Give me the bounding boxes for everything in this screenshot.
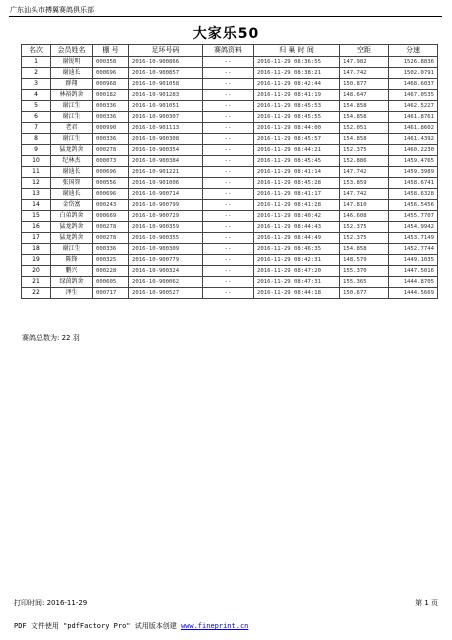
table-cell: 2016-10-900062 [129, 277, 203, 288]
table-row [22, 145, 438, 156]
table-cell: 2016-10-900857 [129, 68, 203, 79]
table-cell: 147.982 [340, 57, 389, 68]
table-cell: 猛龙鸽舍 [51, 222, 93, 233]
table-cell: 14 [22, 200, 51, 211]
table-row [22, 222, 438, 233]
table-cell: 000717 [93, 288, 129, 299]
table-row [22, 57, 438, 68]
table-cell: 2016-10-900307 [129, 112, 203, 123]
table-cell: 147.810 [340, 200, 389, 211]
table-cell: 2016-11-29 08:45:53 [254, 101, 340, 112]
table-cell: -- [203, 277, 254, 288]
table-cell: 2016-11-29 08:41:19 [254, 90, 340, 101]
table-cell: 群翔 [51, 79, 93, 90]
table-cell: 2016-11-29 08:41:17 [254, 189, 340, 200]
table-cell: 000278 [93, 233, 129, 244]
table-cell: 000696 [93, 189, 129, 200]
table-cell: 11 [22, 167, 51, 178]
table-row [22, 266, 438, 277]
table-cell: 000696 [93, 167, 129, 178]
table-cell: -- [203, 156, 254, 167]
table-cell: 2016-10-900308 [129, 134, 203, 145]
table-cell: 152.375 [340, 145, 389, 156]
table-cell: 7 [22, 123, 51, 134]
table-cell: -- [203, 57, 254, 68]
table-cell: 21 [22, 277, 51, 288]
table-cell: 2016-11-29 08:41:28 [254, 200, 340, 211]
table-cell: 泽生 [51, 288, 93, 299]
table-cell: 谢江生 [51, 112, 93, 123]
table-cell: 20 [22, 266, 51, 277]
table-cell: 4 [22, 90, 51, 101]
table-row [22, 68, 438, 79]
table-cell: 2016-10-900729 [129, 211, 203, 222]
table-row [22, 244, 438, 255]
table-cell: 000278 [93, 145, 129, 156]
table-cell: 1459.3989 [389, 167, 438, 178]
table-cell: 2016-10-900384 [129, 156, 203, 167]
table-cell: 金岱富 [51, 200, 93, 211]
table-cell: 2016-11-29 08:44:18 [254, 288, 340, 299]
table-row [22, 277, 438, 288]
table-cell: 谢迪长 [51, 68, 93, 79]
table-cell: -- [203, 112, 254, 123]
table-row [22, 255, 438, 266]
table-cell: 2016-11-29 08:44:43 [254, 222, 340, 233]
table-cell: -- [203, 79, 254, 90]
table-cell: 2016-11-29 08:36:55 [254, 57, 340, 68]
table-row [22, 189, 438, 200]
table-cell: 000336 [93, 101, 129, 112]
table-cell: 2016-10-900527 [129, 288, 203, 299]
table-cell: 谢迪长 [51, 189, 93, 200]
column-header: 分速 [389, 45, 438, 57]
table-cell: 1461.8761 [389, 112, 438, 123]
column-header: 赛鸽资料 [203, 45, 254, 57]
table-cell: 2016-11-29 08:44:21 [254, 145, 340, 156]
table-row [22, 90, 438, 101]
table-cell: 000669 [93, 211, 129, 222]
table-cell: -- [203, 134, 254, 145]
pdf-notice-text: PDF 文件使用 "pdfFactory Pro" 试用版本创建 [14, 622, 181, 630]
table-cell: 000556 [93, 178, 129, 189]
column-header: 会员姓名 [51, 45, 93, 57]
table-cell: 155.370 [340, 266, 389, 277]
table-cell: -- [203, 255, 254, 266]
table-cell: 2016-11-29 08:41:14 [254, 167, 340, 178]
table-cell: 2016-10-900324 [129, 266, 203, 277]
table-cell: 2016-11-29 08:47:20 [254, 266, 340, 277]
table-cell: 2016-11-29 08:44:49 [254, 233, 340, 244]
table-row [22, 200, 438, 211]
table-cell: 1444.5669 [389, 288, 438, 299]
table-cell: 2016-11-29 08:38:21 [254, 68, 340, 79]
table-header-row [22, 45, 438, 57]
table-cell: 纪林杰 [51, 156, 93, 167]
table-row [22, 233, 438, 244]
table-cell: 2016-11-29 08:45:45 [254, 156, 340, 167]
table-cell: 154.858 [340, 244, 389, 255]
table-cell: 猛龙鸽舍 [51, 145, 93, 156]
table-cell: -- [203, 167, 254, 178]
table-row [22, 156, 438, 167]
table-cell: 8 [22, 134, 51, 145]
table-cell: -- [203, 178, 254, 189]
table-cell: 1458.6741 [389, 178, 438, 189]
table-cell: 12 [22, 178, 51, 189]
table-cell: 2016-10-900359 [129, 222, 203, 233]
table-cell: 147.742 [340, 167, 389, 178]
table-cell: 谢江生 [51, 134, 93, 145]
table-cell: 2016-10-901113 [129, 123, 203, 134]
table-row [22, 167, 438, 178]
table-cell: 张国智 [51, 178, 93, 189]
table-cell: 鹏兴 [51, 266, 93, 277]
table-cell: 147.742 [340, 189, 389, 200]
table-cell: 2016-10-900799 [129, 200, 203, 211]
table-cell: -- [203, 200, 254, 211]
table-cell: 148.579 [340, 255, 389, 266]
column-header: 足环号码 [129, 45, 203, 57]
table-cell: 林裕鸽舍 [51, 90, 93, 101]
table-cell: 000228 [93, 266, 129, 277]
table-row [22, 123, 438, 134]
table-cell: 2016-11-29 08:46:35 [254, 244, 340, 255]
table-cell: -- [203, 222, 254, 233]
column-header: 棚 号 [93, 45, 129, 57]
table-cell: -- [203, 288, 254, 299]
table-cell: 155.365 [340, 277, 389, 288]
table-cell: 000968 [93, 79, 129, 90]
table-cell: 1462.5227 [389, 101, 438, 112]
table-cell: 陈锋 [51, 255, 93, 266]
page-number: 第 1 页 [415, 599, 438, 607]
table-cell: -- [203, 101, 254, 112]
table-cell: 1 [22, 57, 51, 68]
table-cell: 1454.9942 [389, 222, 438, 233]
table-cell: 2016-10-901221 [129, 167, 203, 178]
table-cell: 000336 [93, 134, 129, 145]
report-title: 大家乐50 [192, 26, 260, 42]
table-cell: 000358 [93, 57, 129, 68]
table-cell: 2016-10-900714 [129, 189, 203, 200]
table-cell: -- [203, 145, 254, 156]
table-cell: 2016-11-29 08:42:44 [254, 79, 340, 90]
table-cell: 1459.4765 [389, 156, 438, 167]
table-cell: 2016-10-901283 [129, 90, 203, 101]
table-cell: 2016-10-900309 [129, 244, 203, 255]
table-cell: 000278 [93, 222, 129, 233]
table-cell: -- [203, 68, 254, 79]
table-row [22, 79, 438, 90]
table-cell: 2016-10-900779 [129, 255, 203, 266]
table-cell: 2016-10-901006 [129, 178, 203, 189]
table-cell: -- [203, 189, 254, 200]
pdf-link[interactable]: www.fineprint.cn [180, 622, 249, 630]
total-birds: 赛鸽总数为: 22 羽 [22, 334, 80, 342]
table-cell: 19 [22, 255, 51, 266]
table-cell: 22 [22, 288, 51, 299]
table-cell: 谢迪长 [51, 167, 93, 178]
table-cell: 152.886 [340, 156, 389, 167]
table-cell: 1461.4392 [389, 134, 438, 145]
table-cell: 153.859 [340, 178, 389, 189]
table-cell: 2016-10-900866 [129, 57, 203, 68]
table-cell: 2016-11-29 08:47:31 [254, 277, 340, 288]
table-cell: 1467.0535 [389, 90, 438, 101]
table-cell: 16 [22, 222, 51, 233]
table-cell: 2016-11-29 08:45:28 [254, 178, 340, 189]
table-cell: 2016-10-901051 [129, 101, 203, 112]
table-cell: -- [203, 123, 254, 134]
header-divider [9, 16, 442, 17]
table-cell: 2016-11-29 08:45:57 [254, 134, 340, 145]
table-cell: 1502.0791 [389, 68, 438, 79]
table-cell: 1468.6037 [389, 79, 438, 90]
table-cell: 150.877 [340, 79, 389, 90]
table-cell: 老君 [51, 123, 93, 134]
table-cell: 146.608 [340, 211, 389, 222]
column-header: 名次 [22, 45, 51, 57]
pdf-notice [14, 621, 248, 631]
table-cell: 2016-11-29 08:42:31 [254, 255, 340, 266]
table-cell: 154.858 [340, 101, 389, 112]
print-time: 打印时间: 2016-11-29 [14, 599, 88, 607]
table-cell: 15 [22, 211, 51, 222]
table-cell: 2016-10-900354 [129, 145, 203, 156]
table-cell: 000325 [93, 255, 129, 266]
table-cell: 1461.8602 [389, 123, 438, 134]
table-cell: 000696 [93, 68, 129, 79]
table-cell: 1460.2230 [389, 145, 438, 156]
table-cell: 000990 [93, 123, 129, 134]
table-cell: 绿茵鸽舍 [51, 277, 93, 288]
table-row [22, 112, 438, 123]
table-row [22, 134, 438, 145]
table-cell: 000336 [93, 112, 129, 123]
table-cell: -- [203, 90, 254, 101]
table-cell: 猛龙鸽舍 [51, 233, 93, 244]
table-cell: 谢江生 [51, 101, 93, 112]
table-cell: 13 [22, 189, 51, 200]
table-row [22, 101, 438, 112]
table-cell: 000605 [93, 277, 129, 288]
table-cell: 147.742 [340, 68, 389, 79]
table-cell: 148.647 [340, 90, 389, 101]
table-cell: -- [203, 211, 254, 222]
table-cell: 152.375 [340, 233, 389, 244]
table-row [22, 211, 438, 222]
table-cell: 150.677 [340, 288, 389, 299]
table-cell: 1526.8836 [389, 57, 438, 68]
column-header: 归 巢 时 间 [254, 45, 340, 57]
table-cell: 000336 [93, 244, 129, 255]
table-cell: 2016-10-900355 [129, 233, 203, 244]
club-name: 广东汕头市搏翼赛鸽俱乐部 [10, 6, 94, 14]
table-cell: 1444.8705 [389, 277, 438, 288]
table-cell: 18 [22, 244, 51, 255]
table-cell: -- [203, 244, 254, 255]
table-cell: 白弟鸽舍 [51, 211, 93, 222]
table-cell: 5 [22, 101, 51, 112]
table-cell: 1447.5016 [389, 266, 438, 277]
table-row [22, 288, 438, 299]
table-cell: 1455.7707 [389, 211, 438, 222]
table-cell: 3 [22, 79, 51, 90]
table-cell: 000243 [93, 200, 129, 211]
table-cell: 152.375 [340, 222, 389, 233]
table-cell: -- [203, 233, 254, 244]
table-cell: 1452.7744 [389, 244, 438, 255]
table-cell: 9 [22, 145, 51, 156]
table-cell: 谢锐明 [51, 57, 93, 68]
table-cell: -- [203, 266, 254, 277]
table-cell: 000073 [93, 156, 129, 167]
table-cell: 2016-11-29 08:40:42 [254, 211, 340, 222]
table-cell: 2016-11-29 08:44:00 [254, 123, 340, 134]
table-cell: 1453.7149 [389, 233, 438, 244]
table-cell: 1449.1035 [389, 255, 438, 266]
table-cell: 2016-11-29 08:45:55 [254, 112, 340, 123]
table-cell: 154.858 [340, 134, 389, 145]
table-cell: 154.858 [340, 112, 389, 123]
results-table [21, 44, 438, 299]
table-cell: 谢江生 [51, 244, 93, 255]
column-header: 空距 [340, 45, 389, 57]
table-cell: 10 [22, 156, 51, 167]
table-cell: 2016-10-901058 [129, 79, 203, 90]
table-cell: 152.051 [340, 123, 389, 134]
table-cell: 000182 [93, 90, 129, 101]
table-row [22, 178, 438, 189]
table-cell: 2 [22, 68, 51, 79]
table-cell: 6 [22, 112, 51, 123]
table-cell: 1458.6328 [389, 189, 438, 200]
table-cell: 17 [22, 233, 51, 244]
table-cell: 1456.5456 [389, 200, 438, 211]
